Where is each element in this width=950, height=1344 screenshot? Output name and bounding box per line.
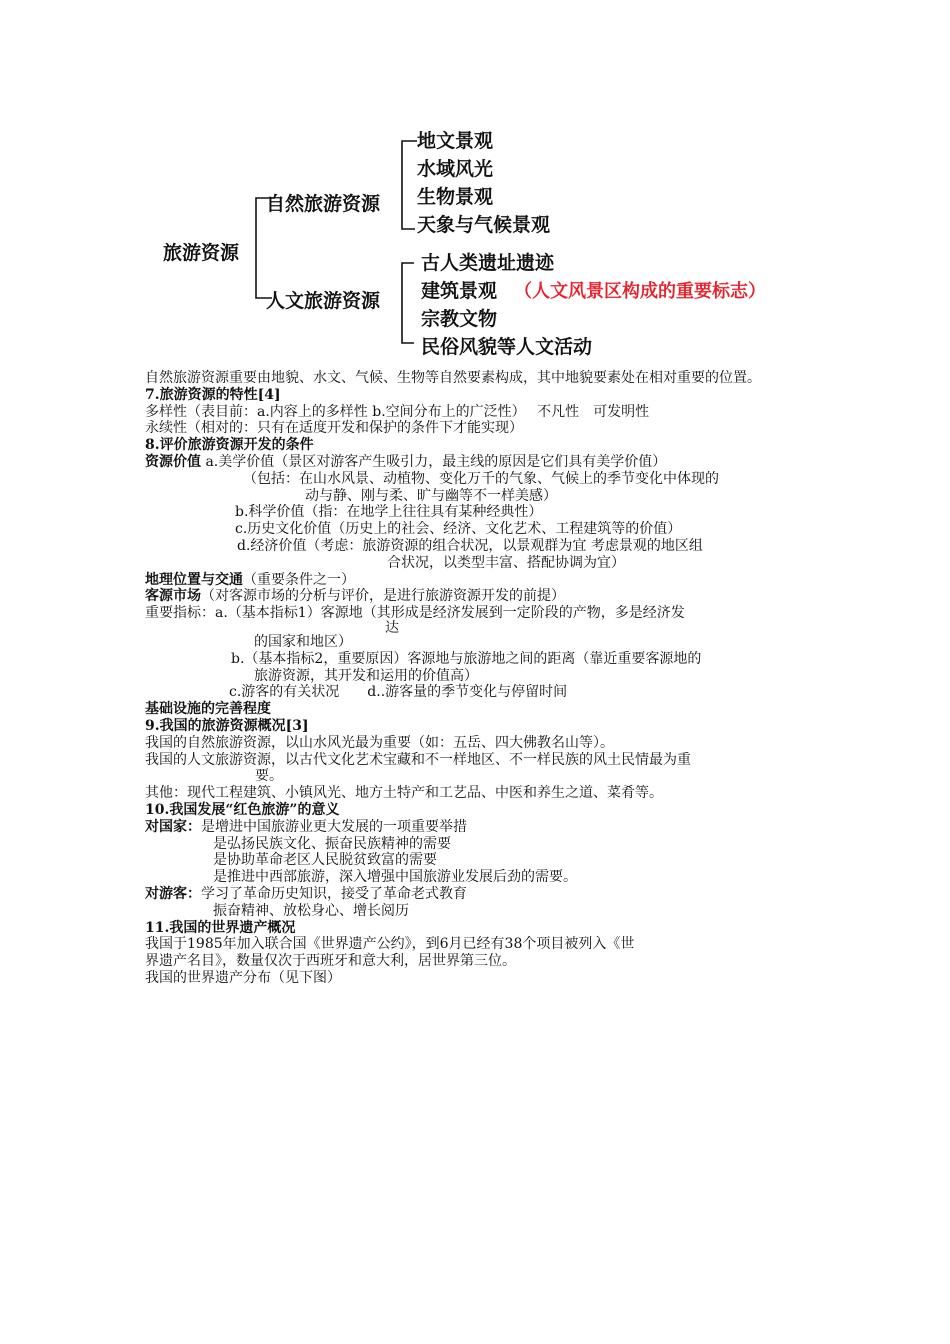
text-line: 是弘扬民族文化、振奋民族精神的需要	[213, 835, 451, 852]
geo-text: （重要条件之一）	[243, 571, 355, 588]
text-line: 我国的世界遗产分布（见下图）	[145, 969, 341, 986]
tourist-label: 对游客：	[145, 885, 201, 902]
resource-value-label: 资源价值	[145, 453, 201, 470]
market-text: （对客源市场的分析与评价，是进行旅游资源开发的前提）	[201, 588, 565, 605]
text-line: 达	[385, 619, 399, 636]
natural-item: 生物景观	[417, 186, 494, 208]
text-line: b.（基本指标2，重要原因）客源地与旅游地之间的距离（靠近重要客源地的	[231, 650, 702, 667]
natural-item: 地文景观	[417, 130, 494, 152]
country-point: 是增进中国旅游业更大发展的一项重要举措	[201, 818, 467, 835]
text-line: b.科学价值（指：在地学上往往具有某种经典性）	[235, 504, 543, 521]
cultural-note: （人文风景区构成的重要标志）	[514, 281, 766, 302]
aesthetic-value: a.美学价值（景区对游客产生吸引力，最主线的原因是它们具有美学价值）	[201, 453, 667, 470]
cultural-item: 民俗风貌等人文活动	[421, 336, 593, 358]
text-line: （包括：在山水风景、动植物、变化万千的气象、气候上的季节变化中体现的	[243, 470, 719, 487]
text-line	[145, 572, 810, 589]
document-body	[145, 370, 810, 987]
section-title-8: 8.评价旅游资源开发的条件	[145, 437, 314, 454]
cultural-item: 古人类遗址遗迹	[421, 252, 555, 274]
cultural-resources-label: 人文旅游资源	[266, 290, 381, 312]
text-line	[145, 588, 810, 605]
text-line: c.游客的有关状况 d..游客量的季节变化与停留时间	[229, 684, 568, 701]
text-line: 是推进中西部旅游，深入增强中国旅游业发展后劲的需要。	[213, 869, 577, 886]
natural-item: 天象与气候景观	[417, 214, 551, 236]
section-title-7: 7.旅游资源的特性[4]	[145, 386, 281, 403]
tree-root: 旅游资源	[163, 242, 240, 264]
text-line: 我国于1985年加入联合国《世界遗产公约》，到6月已经有38个项目被列入《世	[145, 936, 635, 953]
geo-label: 地理位置与交通	[145, 571, 243, 588]
cultural-bracket	[402, 263, 414, 343]
infrastructure-line: 基础设施的完善程度	[145, 701, 271, 718]
text-line: 其他：现代工程建筑、小镇风光、地方土特产和工艺品、中医和养生之道、菜肴等。	[145, 785, 663, 802]
text-line: 我国的人文旅游资源，以古代文化艺术宝藏和不一样地区、不一样民族的风土民情最为重	[145, 751, 691, 768]
tourism-resource-tree	[0, 0, 950, 370]
text-line: 旅游资源，其开发和运用的价值高）	[254, 667, 478, 684]
section-title-11: 11.我国的世界遗产概况	[145, 919, 296, 936]
text-line	[145, 454, 810, 471]
text-line: 动与静、刚与柔、旷与幽等不一样美感）	[305, 487, 557, 504]
text-line	[145, 886, 810, 903]
text-line	[145, 819, 810, 836]
cultural-item: 宗教文物	[421, 308, 498, 330]
market-label: 客源市场	[145, 588, 201, 605]
text-line: 多样性（表目前：a.内容上的多样性 b.空间分布上的广泛性） 不凡性 可发明性	[145, 403, 650, 420]
text-line: 永续性（相对的：只有在适度开发和保护的条件下才能实现）	[145, 420, 523, 437]
tourist-point: 学习了革命历史知识，接受了革命老式教育	[201, 885, 467, 902]
section-title-9: 9.我国的旅游资源概况[3]	[145, 717, 309, 734]
natural-resources-label: 自然旅游资源	[266, 193, 381, 215]
text-line: 合状况，以类型丰富、搭配协调为宜）	[387, 554, 625, 571]
country-label: 对国家：	[145, 818, 201, 835]
text-line: 是协助革命老区人民脱贫致富的需要	[213, 852, 437, 869]
text-line: 界遗产名目》，数量仅次于西班牙和意大利，居世界第三位。	[145, 953, 516, 970]
intro-paragraph: 自然旅游资源重要由地貌、水文、气候、生物等自然要素构成，其中地貌要素处在相对重要的位置。	[145, 370, 761, 386]
text-line: 我国的自然旅游资源，以山水风光最为重要（如：五岳、四大佛教名山等）。	[145, 734, 614, 751]
text-line: c.历史文化价值（历史上的社会、经济、文化艺术、工程建筑等的价值）	[235, 521, 682, 538]
text-line: 振奋精神、放松身心、增长阅历	[213, 902, 409, 919]
section-title-10: 10.我国发展“红色旅游”的意义	[145, 801, 340, 818]
text-line: 的国家和地区）	[254, 633, 352, 650]
text-line: d.经济价值（考虑：旅游资源的组合状况，以景观群为宜 考虑景观的地区组	[237, 537, 703, 554]
natural-item: 水域风光	[417, 158, 494, 180]
cultural-item: 建筑景观	[421, 280, 498, 302]
text-line: 重要指标：a.（基本指标1）客源地（其形成是经济发展到一定阶段的产物，多是经济发	[145, 605, 685, 622]
natural-bracket	[402, 141, 417, 229]
text-line: 要。	[255, 768, 283, 785]
